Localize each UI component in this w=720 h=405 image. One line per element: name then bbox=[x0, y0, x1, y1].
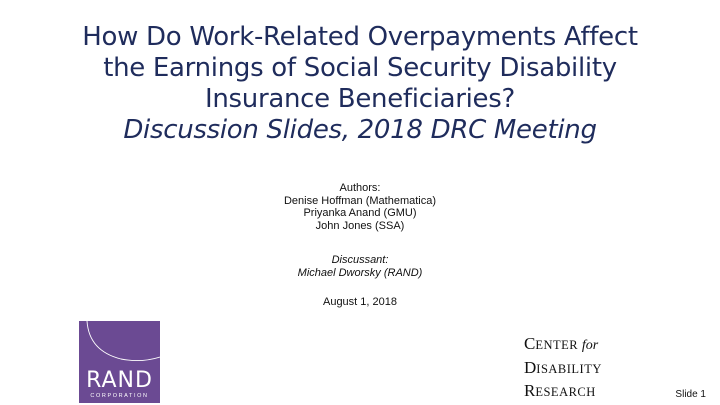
discussant-block bbox=[0, 254, 720, 279]
discussant-name: Michael Dworsky (RAND) bbox=[297, 266, 423, 279]
rand-tagline: CORPORATION bbox=[90, 393, 149, 399]
authors-heading: Authors: bbox=[339, 182, 381, 194]
rand-logo bbox=[79, 321, 160, 403]
slide-number: Slide 1 bbox=[675, 389, 706, 400]
title-line-2: the Earnings of Social Security Disability bbox=[103, 53, 617, 83]
slide-title bbox=[0, 22, 720, 146]
slide-subtitle: Discussion Slides, 2018 DRC Meeting bbox=[123, 115, 597, 145]
author-name: John Jones (SSA) bbox=[315, 219, 405, 232]
author-name: Denise Hoffman (Mathematica) bbox=[283, 194, 437, 207]
rand-wordmark: RAND bbox=[86, 368, 153, 393]
cdr-line-1: CENTER for bbox=[524, 334, 599, 353]
presentation-date: August 1, 2018 bbox=[322, 296, 397, 308]
title-line-3: Insurance Beneficiaries? bbox=[204, 84, 516, 114]
cdr-logo bbox=[524, 333, 602, 403]
title-line-1: How Do Work-Related Overpayments Affect bbox=[82, 22, 638, 52]
authors-block bbox=[0, 182, 720, 232]
author-name: Priyanka Anand (GMU) bbox=[303, 207, 417, 219]
cdr-line-2: DISABILITY bbox=[524, 358, 602, 377]
cdr-line-3: RESEARCH bbox=[524, 381, 596, 400]
discussant-heading: Discussant: bbox=[331, 254, 389, 266]
